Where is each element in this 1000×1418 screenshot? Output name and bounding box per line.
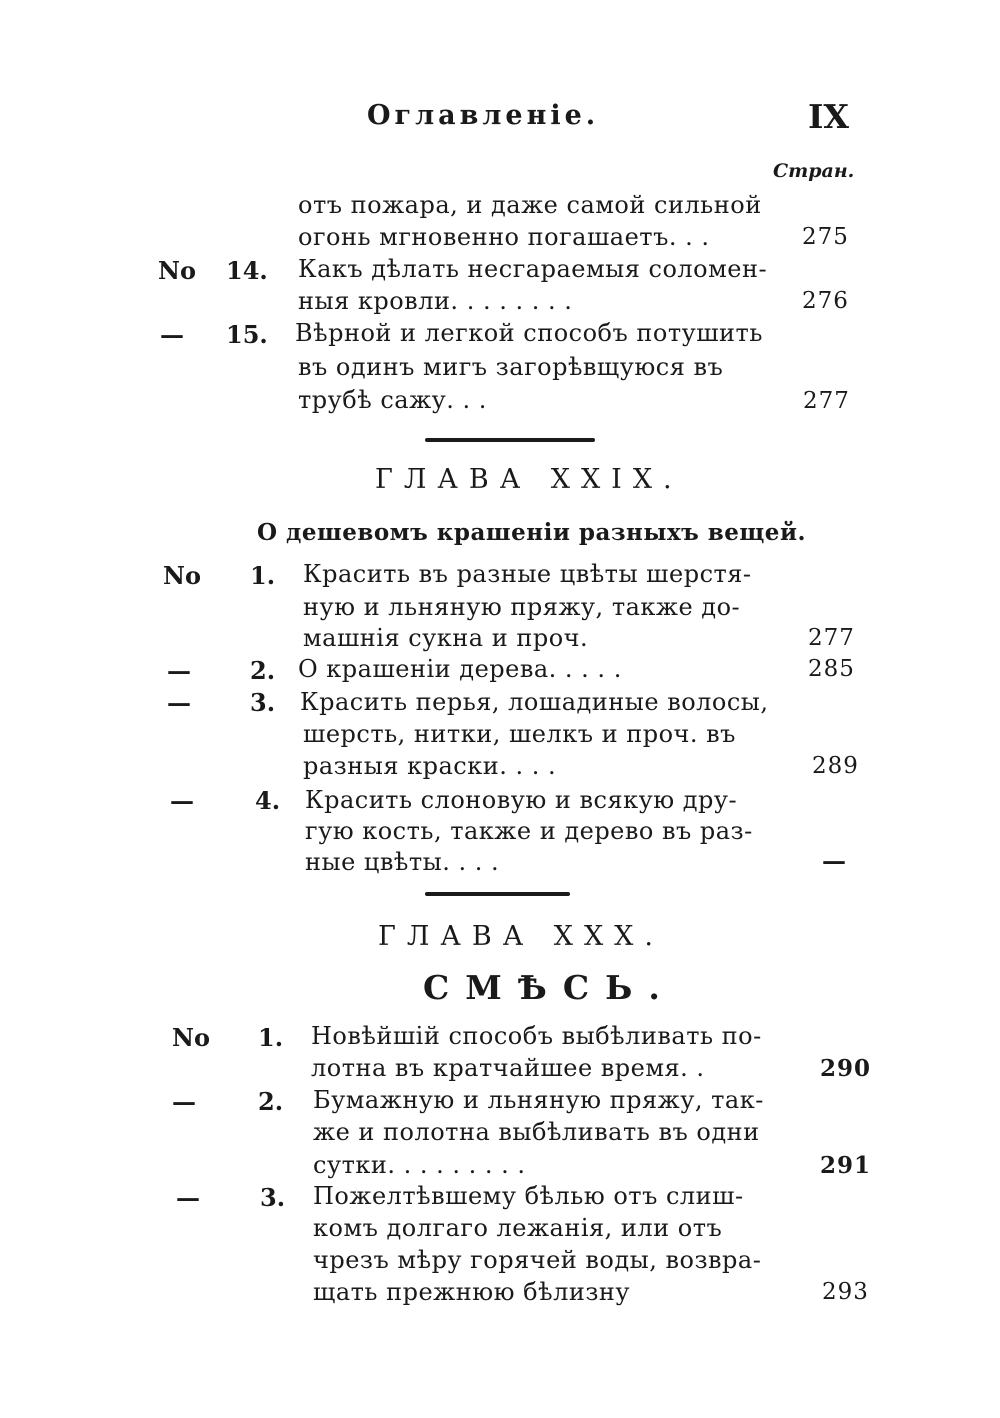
entry-page-number: — [822,846,846,875]
chapter-subtitle: СМѢСЬ. [423,968,676,1007]
entry-number: 14. [226,256,268,285]
entry-text-line: Бумажную и льняную пряжу, так- [313,1086,764,1114]
entry-number-mark: — [167,656,191,685]
entry-text-line: О крашенiи дерева. . . . . [298,655,622,683]
entry-number: 2. [250,656,276,685]
entry-text-line: машнiя сукна и проч. [303,624,589,652]
entry-number-mark: — [172,1087,196,1116]
entry-text-line: шерсть, нитки, шелкъ и проч. въ [303,720,736,748]
entry-page-number: 277 [803,388,850,414]
entry-text-line: чрезъ мѣру горячей воды, возвра- [313,1246,762,1274]
entry-number-mark: No [158,256,196,285]
entry-number-mark: No [172,1023,210,1052]
entry-text-line: въ одинъ мигъ загорѣвщуюся въ [298,353,724,381]
entry-text-line: Новѣйшiй способъ выбѣливать по- [311,1022,762,1050]
entry-number: 3. [250,688,276,717]
entry-number: 1. [258,1023,284,1052]
entry-text-line: трубѣ сажу. . . [298,386,487,414]
entry-text-line: Красить перья, лошадиные волосы, [300,688,769,716]
entry-text-line: ные цвѣты. . . . [305,848,500,876]
entry-page-number: 290 [820,1055,872,1082]
entry-text-line: Вѣрной и легкой способъ потушить [295,319,763,347]
page-number-roman: IX [808,97,850,136]
entry-text-line: же и полотна выбѣливать въ одни [313,1118,760,1146]
entry-number: 15. [226,320,268,349]
entry-text-line: Какъ дѣлать несгараемыя соломен- [298,255,768,283]
entry-page-number: 285 [808,656,855,682]
entry-text-line: сутки. . . . . . . . . [313,1151,526,1179]
entry-number-mark: — [160,320,184,349]
entry-page-number: 277 [808,625,855,651]
entry-text-line: разныя краски. . . . [303,752,557,780]
chapter-subtitle: О дешевомъ крашенiи разныхъ вещей. [257,519,807,546]
section-divider [425,438,595,442]
entry-text-line: отъ пожара, и даже самой сильной [298,191,762,219]
entry-text-line: лотна въ кратчайшее время. . [311,1054,705,1082]
entry-text-line: гую кость, также и дерево въ раз- [305,817,753,845]
entry-text-line: Красить слоновую и всякую дру- [305,786,738,814]
entry-text-line: щать прежнюю бѣлизну [313,1278,631,1306]
entry-number: 4. [255,786,281,815]
entry-text-line: ныя кровли. . . . . . . . [298,287,573,315]
entry-number: 3. [260,1183,286,1212]
entry-page-number: 293 [822,1279,869,1305]
running-header-title: Оглавленiе. [367,100,600,131]
entry-number-mark: No [163,561,201,590]
entry-page-number: 291 [820,1152,872,1179]
page-column-label: Стран. [773,160,855,182]
entry-number: 1. [250,561,276,590]
entry-text-line: ную и льняную пряжу, также до- [303,593,741,621]
entry-number-mark: — [176,1183,200,1212]
entry-text-line: огонь мгновенно погашаетъ. . . [298,223,710,251]
entry-number-mark: — [170,786,194,815]
entry-text-line: Пожелтѣвшему бѣлью отъ слиш- [313,1182,744,1210]
entry-page-number: 289 [812,753,859,779]
chapter-heading: ГЛАВА XXX. [378,921,664,952]
entry-text-line: Красить въ разные цвѣты шерстя- [303,560,752,588]
section-divider [425,892,570,896]
entry-page-number: 276 [802,288,849,314]
entry-text-line: комъ долгаго лежанiя, или отъ [313,1214,723,1242]
chapter-heading: ГЛАВА XXIX. [375,464,683,495]
entry-page-number: 275 [802,224,849,250]
entry-number: 2. [258,1087,284,1116]
entry-number-mark: — [167,688,191,717]
